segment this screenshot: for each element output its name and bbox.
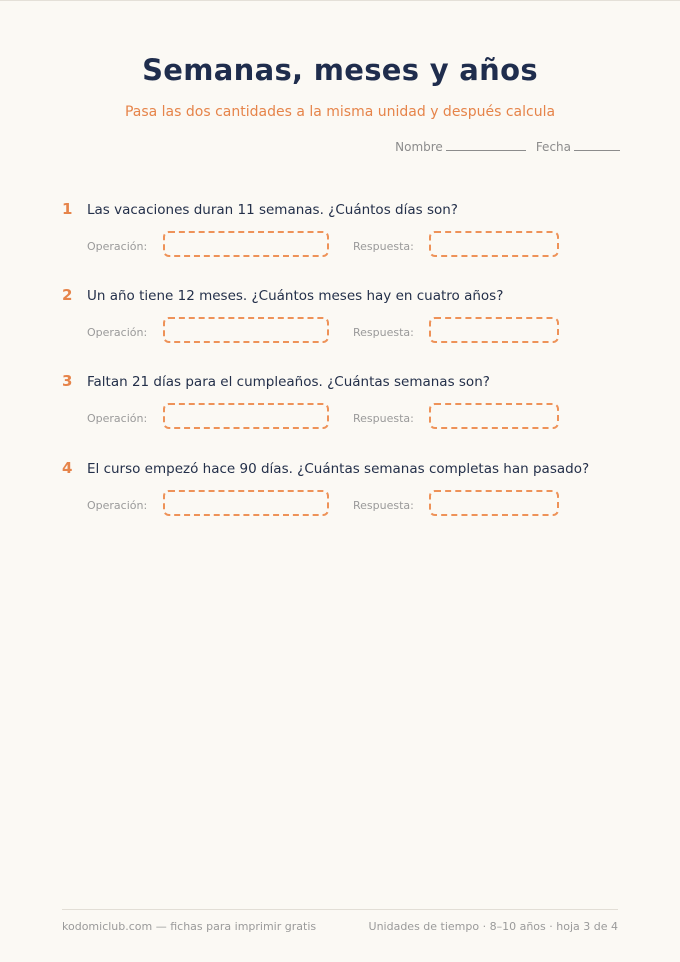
answer-row [62,231,632,261]
operation-label: Operación: [87,240,148,253]
answer-box[interactable] [429,403,559,429]
date-field[interactable] [536,140,620,154]
name-blank [446,149,526,151]
name-field[interactable] [395,140,526,154]
date-blank [574,149,620,151]
answer-box[interactable] [429,231,559,257]
answer-box[interactable] [429,490,559,516]
name-label: Nombre [395,140,443,154]
footer-sheet-info: Unidades de tiempo · 8–10 años · hoja 3 de 4 [368,920,618,933]
page-title: Semanas, meses y años [142,53,538,87]
page-subtitle: Pasa las dos cantidades a la misma unidad y después calcula [124,104,556,120]
answer-row [62,317,632,347]
footer [62,920,618,933]
operation-box[interactable] [163,403,329,429]
question-number: 4 [62,459,73,477]
operation-label: Operación: [87,499,148,512]
question-3 [62,372,632,433]
answer-label: Respuesta: [353,326,414,339]
answer-box[interactable] [429,317,559,343]
operation-box[interactable] [163,231,329,257]
question-number: 3 [62,372,73,390]
answer-label: Respuesta: [353,412,414,425]
name-date-fields [395,140,620,154]
question-number: 1 [62,200,73,218]
question-text: El curso empezó hace 90 días. ¿Cuántas semanas completas han pasado? [87,461,590,477]
question-number: 2 [62,286,73,304]
question-2 [62,286,632,347]
operation-label: Operación: [87,326,148,339]
question-4 [62,459,632,520]
answer-label: Respuesta: [353,240,414,253]
operation-label: Operación: [87,412,148,425]
answer-row [62,490,632,520]
operation-box[interactable] [163,490,329,516]
answer-label: Respuesta: [353,499,414,512]
question-text: Faltan 21 días para el cumpleaños. ¿Cuántas semanas son? [87,374,490,390]
question-1 [62,200,632,261]
operation-box[interactable] [163,317,329,343]
footer-divider [62,909,618,910]
question-text: Un año tiene 12 meses. ¿Cuántos meses hay en cuatro años? [87,288,504,304]
footer-site[interactable]: kodomiclub.com — fichas para imprimir gratis [62,920,317,933]
date-label: Fecha [535,140,571,154]
answer-row [62,403,632,433]
question-text: Las vacaciones duran 11 semanas. ¿Cuántos días son? [87,202,458,218]
